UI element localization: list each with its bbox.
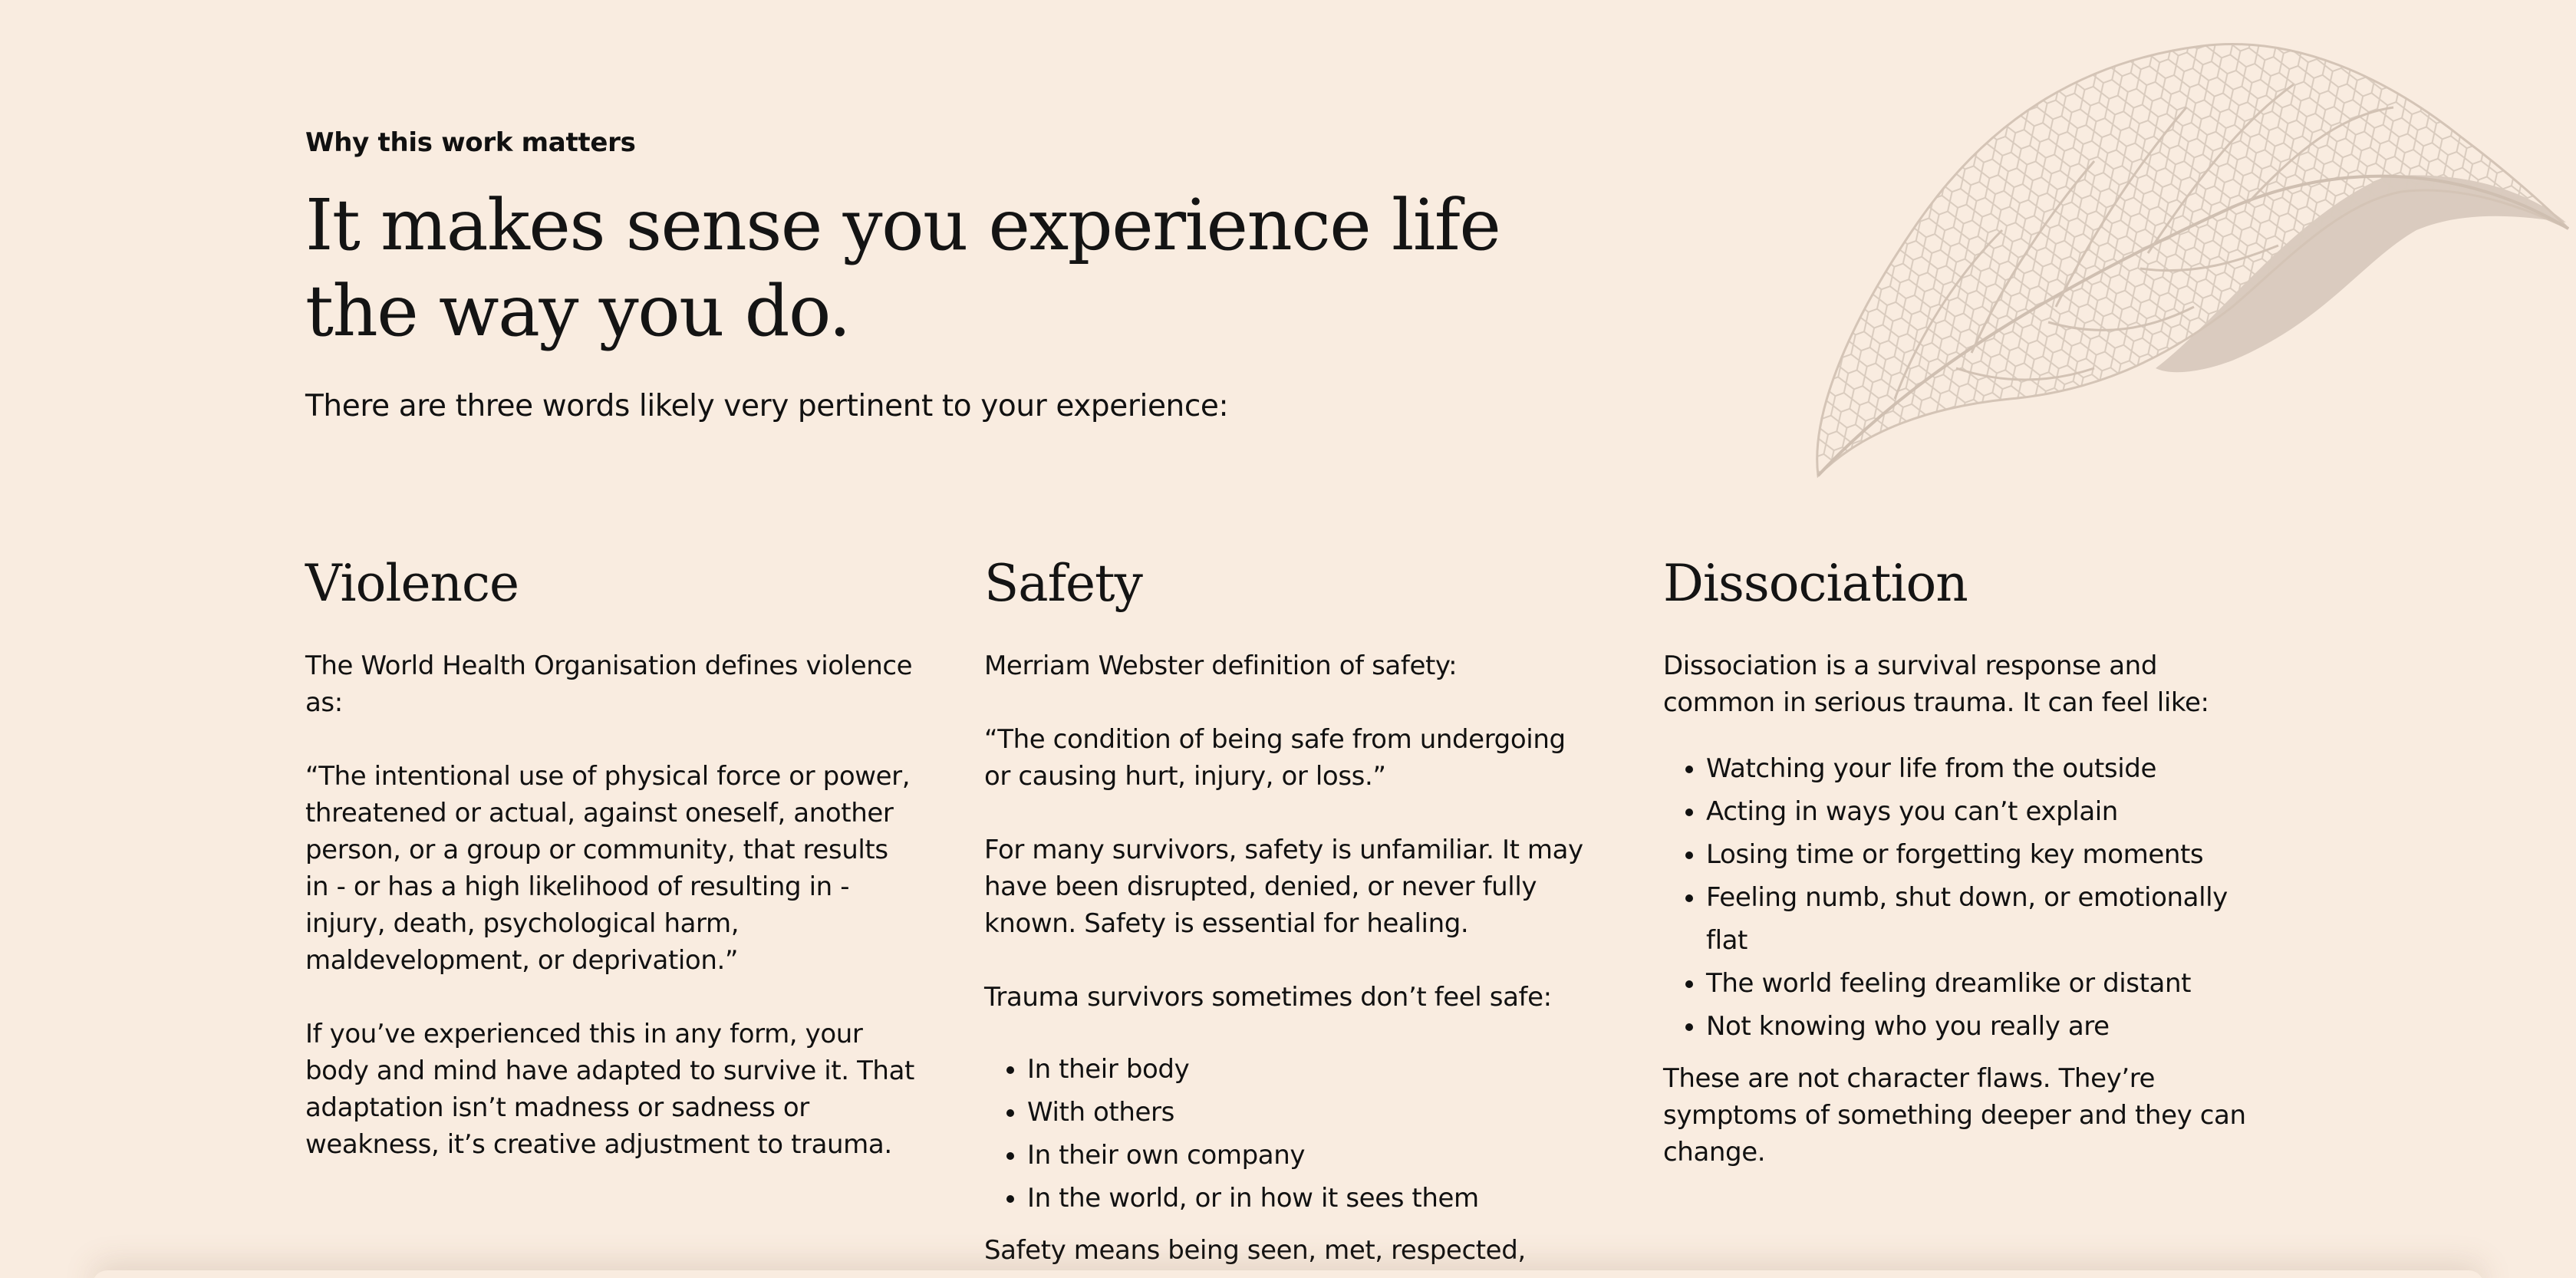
- list-item: • Acting in ways you can’t explain: [1706, 790, 2277, 833]
- eyebrow: Why this work matters: [305, 127, 636, 158]
- safety-paragraph-2: “The condition of being safe from undergoing or causing hurt, injury, or loss.”: [984, 724, 1566, 792]
- safety-paragraph-1: Merriam Webster definition of safety:: [984, 651, 1458, 681]
- violence-paragraph-2: “The intentional use of physical force or power, threatened or actual, against oneself, another person, or a group or community, that results in - or has a high likelihood of resulting in - injury, death, psychological harm, maldevelopment, or deprivation.”: [305, 761, 911, 976]
- list-item: • Feeling numb, shut down, or emotionally flat: [1706, 876, 2277, 962]
- violence-title: Violence: [305, 554, 519, 613]
- safety-list: [984, 1048, 1598, 1220]
- list-item: • In their own company: [1027, 1134, 1598, 1177]
- list-item: • The world feeling dreamlike or distant: [1706, 962, 2277, 1005]
- dissociation-paragraph-1: Dissociation is a survival response and common in serious trauma. It can feel like:: [1663, 651, 2209, 718]
- dissociation-list: [1663, 747, 2277, 1048]
- safety-paragraph-5: Safety means being seen, met, respected,: [984, 1235, 1526, 1266]
- list-item: • In their body: [1027, 1048, 1598, 1091]
- safety-title: Safety: [984, 554, 1142, 613]
- safety-paragraph-4: Trauma survivors sometimes don’t feel safe:: [984, 982, 1552, 1013]
- intro-text: There are three words likely very pertinent to your experience:: [305, 389, 1229, 423]
- dissociation-title: Dissociation: [1663, 554, 1968, 613]
- violence-paragraph-1: The World Health Organisation defines violence as:: [305, 651, 913, 718]
- list-item: • In the world, or in how it sees them: [1027, 1177, 1598, 1220]
- dissociation-column: [1663, 549, 2277, 1207]
- leaf-illustration-icon: [1803, 31, 2570, 491]
- list-item: • Not knowing who you really are: [1706, 1005, 2277, 1048]
- page-title: It makes sense you experience life the way you do.: [305, 184, 1500, 352]
- list-item: • With others: [1027, 1091, 1598, 1134]
- violence-paragraph-3: If you’ve experienced this in any form, your body and mind have adapted to survive it. That adaptation isn’t madness or sadness or weakness, it’s creative adjustment to trauma.: [305, 1019, 914, 1160]
- dissociation-paragraph-2: These are not character flaws. They’re symptoms of something deeper and they can change.: [1663, 1063, 2246, 1168]
- list-item: • Losing time or forgetting key moments: [1706, 833, 2277, 876]
- violence-column: [305, 549, 919, 1200]
- list-item: • Watching your life from the outside: [1706, 747, 2277, 790]
- safety-column: [984, 549, 1598, 1278]
- safety-paragraph-3: For many survivors, safety is unfamiliar. It may have been disrupted, denied, or never fully known. Safety is essential for healing.: [984, 835, 1583, 939]
